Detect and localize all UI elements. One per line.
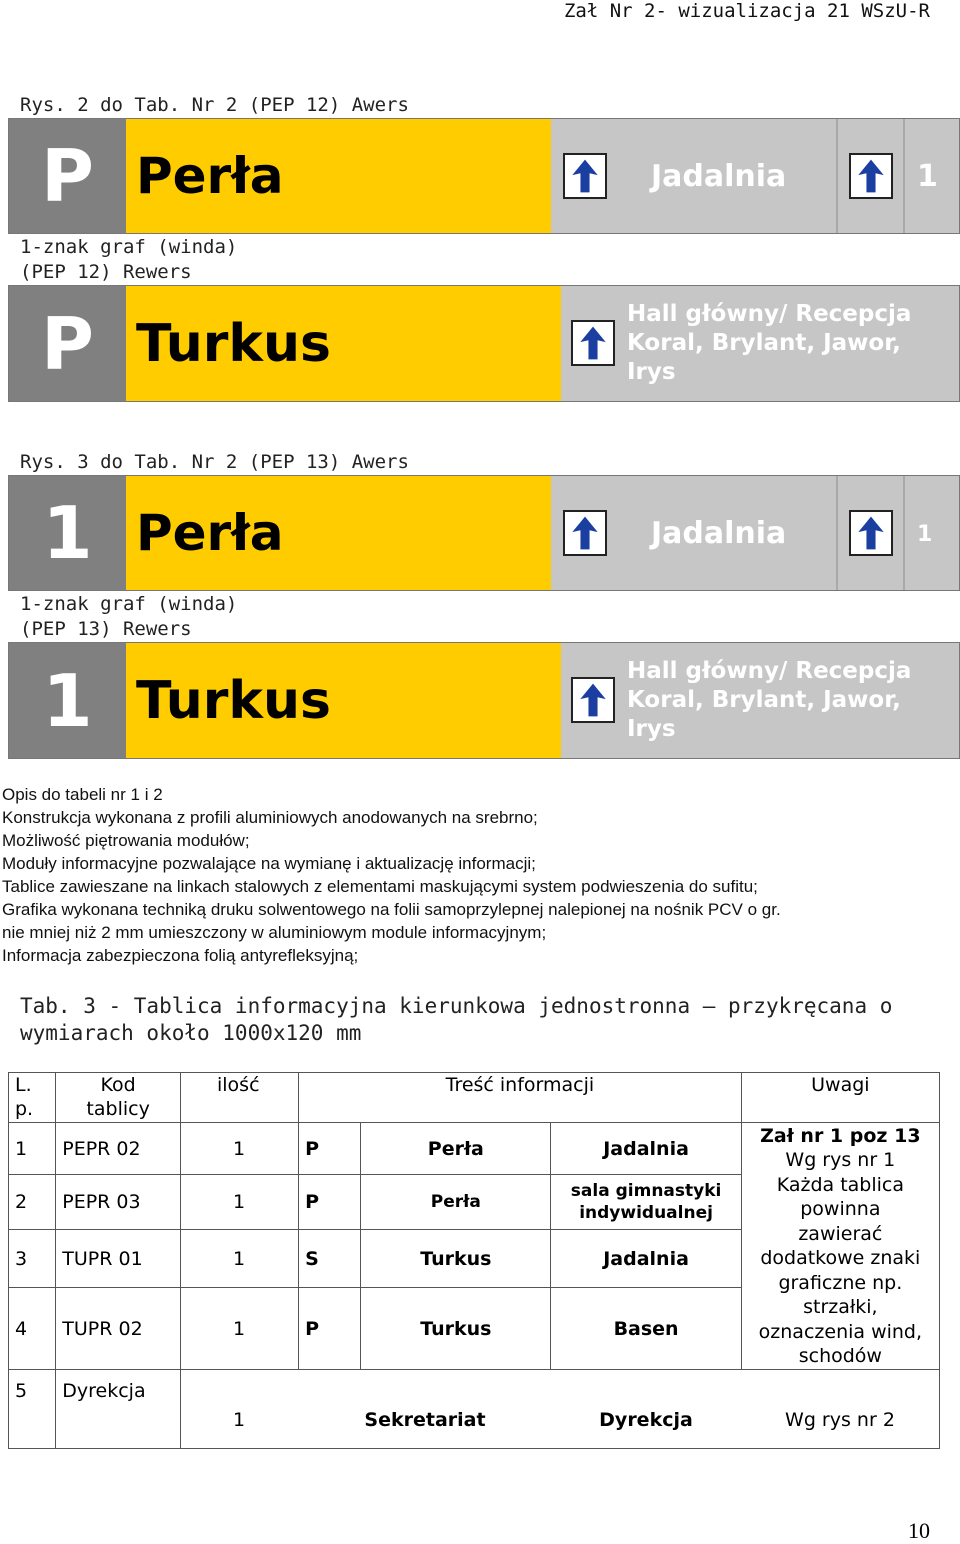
cell-kod: PEPR 02 [56,1123,181,1175]
sign-name-panel [126,286,561,401]
destination-line: Irys [627,359,676,385]
uwagi-line: oznaczenia wind, [758,1320,923,1343]
table-row [9,1370,940,1449]
signs-table [8,1072,940,1449]
cell-symbol: P [299,1175,361,1230]
cell-lp: 1 [9,1123,56,1175]
sign-direction-panel [561,643,959,758]
cell-destination: Dyrekcja [599,1409,693,1431]
cell-destination: sala gimnastyki indywidualnej [551,1175,741,1230]
table-header-row [9,1073,940,1123]
cell-destination: Jadalnia [551,1123,741,1175]
cell-symbol: P [299,1288,361,1370]
sign-code: 1 [9,643,126,758]
caption-rys2-note2: (PEP 12) Rewers [20,261,192,283]
uwagi-line: strzałki, [803,1296,878,1318]
cell-lp: 3 [9,1230,56,1288]
caption-rys3-awers: Rys. 3 do Tab. Nr 2 (PEP 13) Awers [20,451,409,473]
caption-rys3-note1: 1-znak graf (winda) [20,593,238,615]
destination-line: Hall główny/ Recepcja [627,658,912,684]
arrow-up-icon [849,153,893,199]
sign-rys3-awers [8,475,960,591]
cell-row5-content [180,1370,939,1449]
arrow-up-icon [563,153,607,199]
divider [903,119,905,233]
uwagi-line: zawierać [798,1222,883,1245]
cell-lp: 2 [9,1175,56,1230]
header-kod: Kod tablicy [56,1073,181,1123]
uwagi-bold: Zał nr 1 poz 13 [760,1124,921,1147]
cell-destination: Jadalnia [551,1230,741,1288]
cell-destination: Basen [551,1288,741,1370]
row5-inner [181,1370,939,1448]
cell-uwagi: Wg rys nr 2 [785,1409,895,1431]
uwagi-line: graficzne np. [778,1271,903,1294]
destination-line: Koral, Brylant, Jawor, [627,330,901,356]
sign-name-panel [126,643,561,758]
cell-name: Perła [361,1123,551,1175]
uwagi-line: Każda tablica [776,1173,904,1196]
description-block [2,783,781,967]
cell-lp: 5 [9,1370,56,1449]
sign-floor-number: 1 [917,159,938,194]
page-number: 10 [908,1518,930,1543]
divider [836,119,838,233]
cell-ilosc: 1 [232,1409,246,1431]
arrow-up-icon [849,510,893,556]
cell-ilosc: 1 [180,1288,298,1370]
cell-kod: TUPR 01 [56,1230,181,1288]
caption-rys2-awers: Rys. 2 do Tab. Nr 2 (PEP 12) Awers [20,94,409,116]
cell-name: Turkus [361,1288,551,1370]
cell-kod: PEPR 03 [56,1175,181,1230]
header-lp: L. p. [9,1073,56,1123]
destination-line: Hall główny/ Recepcja [627,301,912,327]
table3-title-line: wymiarach około 1000x120 mm [20,1021,362,1045]
arrow-up-icon [571,320,615,366]
caption-rys3-note2: (PEP 13) Rewers [20,618,192,640]
sign-code: P [9,286,126,401]
description-line: Informacja zabezpieczona folią antyrefleksyjną; [2,946,359,965]
uwagi-line: dodatkowe znaki [760,1247,921,1269]
description-line: nie mniej niż 2 mm umieszczony w aluminiowym module informacyjnym; [2,923,547,942]
page-header: Zał Nr 2- wizualizacja 21 WSzU-R [563,0,930,22]
header-tresc: Treść informacji [299,1073,742,1123]
sign-floor-number: 1 [917,522,933,547]
description-line: Moduły informacyjne pozwalające na wymianę i aktualizację informacji; [2,854,536,873]
cell-uwagi-merged [741,1123,939,1370]
uwagi-line: schodów [798,1345,882,1367]
cell-lp: 4 [9,1288,56,1370]
sign-destination: Jadalnia [651,159,787,194]
sign-name-panel [126,119,551,233]
sign-direction-panel [551,476,959,590]
uwagi-line: Wg rys nr 1 [785,1149,896,1171]
cell-name: Turkus [361,1230,551,1288]
cell-kod: Dyrekcja [56,1370,181,1449]
sign-direction-panel [561,286,959,401]
description-line: Grafika wykonana techniką druku solwentowego na folii samoprzylepnej nalepionej na nośnik PCV o gr. [2,900,781,919]
destination-line: Irys [627,716,676,742]
arrow-up-icon [571,677,615,723]
table3-title [20,993,892,1047]
divider [836,476,838,590]
header-ilosc: ilość [180,1073,298,1123]
sign-name: Turkus [136,313,331,374]
sign-destinations [627,300,911,387]
sign-rys3-rewers [8,642,960,759]
cell-symbol: S [299,1230,361,1288]
table-row [9,1123,940,1175]
sign-direction-panel [551,119,959,233]
description-line: Możliwość piętrowania modułów; [2,831,250,850]
destination-line: Koral, Brylant, Jawor, [627,687,901,713]
sign-name: Turkus [136,670,331,731]
divider [903,476,905,590]
caption-rys2-note1: 1-znak graf (winda) [20,236,238,258]
cell-name: Perła [361,1175,551,1230]
cell-kod: TUPR 02 [56,1288,181,1370]
sign-code: P [9,119,126,233]
sign-destinations [627,657,911,744]
table3-title-line: Tab. 3 - Tablica informacyjna kierunkowa jednostronna – przykręcana o [20,994,893,1018]
description-line: Konstrukcja wykonana z profili aluminiowych anodowanych na srebrno; [2,808,538,827]
sign-destination: Jadalnia [651,516,787,551]
sign-name-panel [126,476,551,590]
description-line: Tablice zawieszane na linkach stalowych z elementami maskującymi system podwieszenia do sufitu; [2,877,758,896]
sign-name: Perła [136,504,284,562]
cell-ilosc: 1 [180,1230,298,1288]
header-uwagi: Uwagi [741,1073,939,1123]
uwagi-line: powinna [800,1198,881,1220]
cell-ilosc: 1 [180,1175,298,1230]
cell-ilosc: 1 [180,1123,298,1175]
description-title: Opis do tabeli nr 1 i 2 [2,785,163,804]
cell-name: Sekretariat [364,1409,486,1431]
sign-code: 1 [9,476,126,590]
cell-symbol: P [299,1123,361,1175]
sign-name: Perła [136,147,284,205]
sign-rys2-awers [8,118,960,234]
arrow-up-icon [563,510,607,556]
sign-rys2-rewers [8,285,960,402]
